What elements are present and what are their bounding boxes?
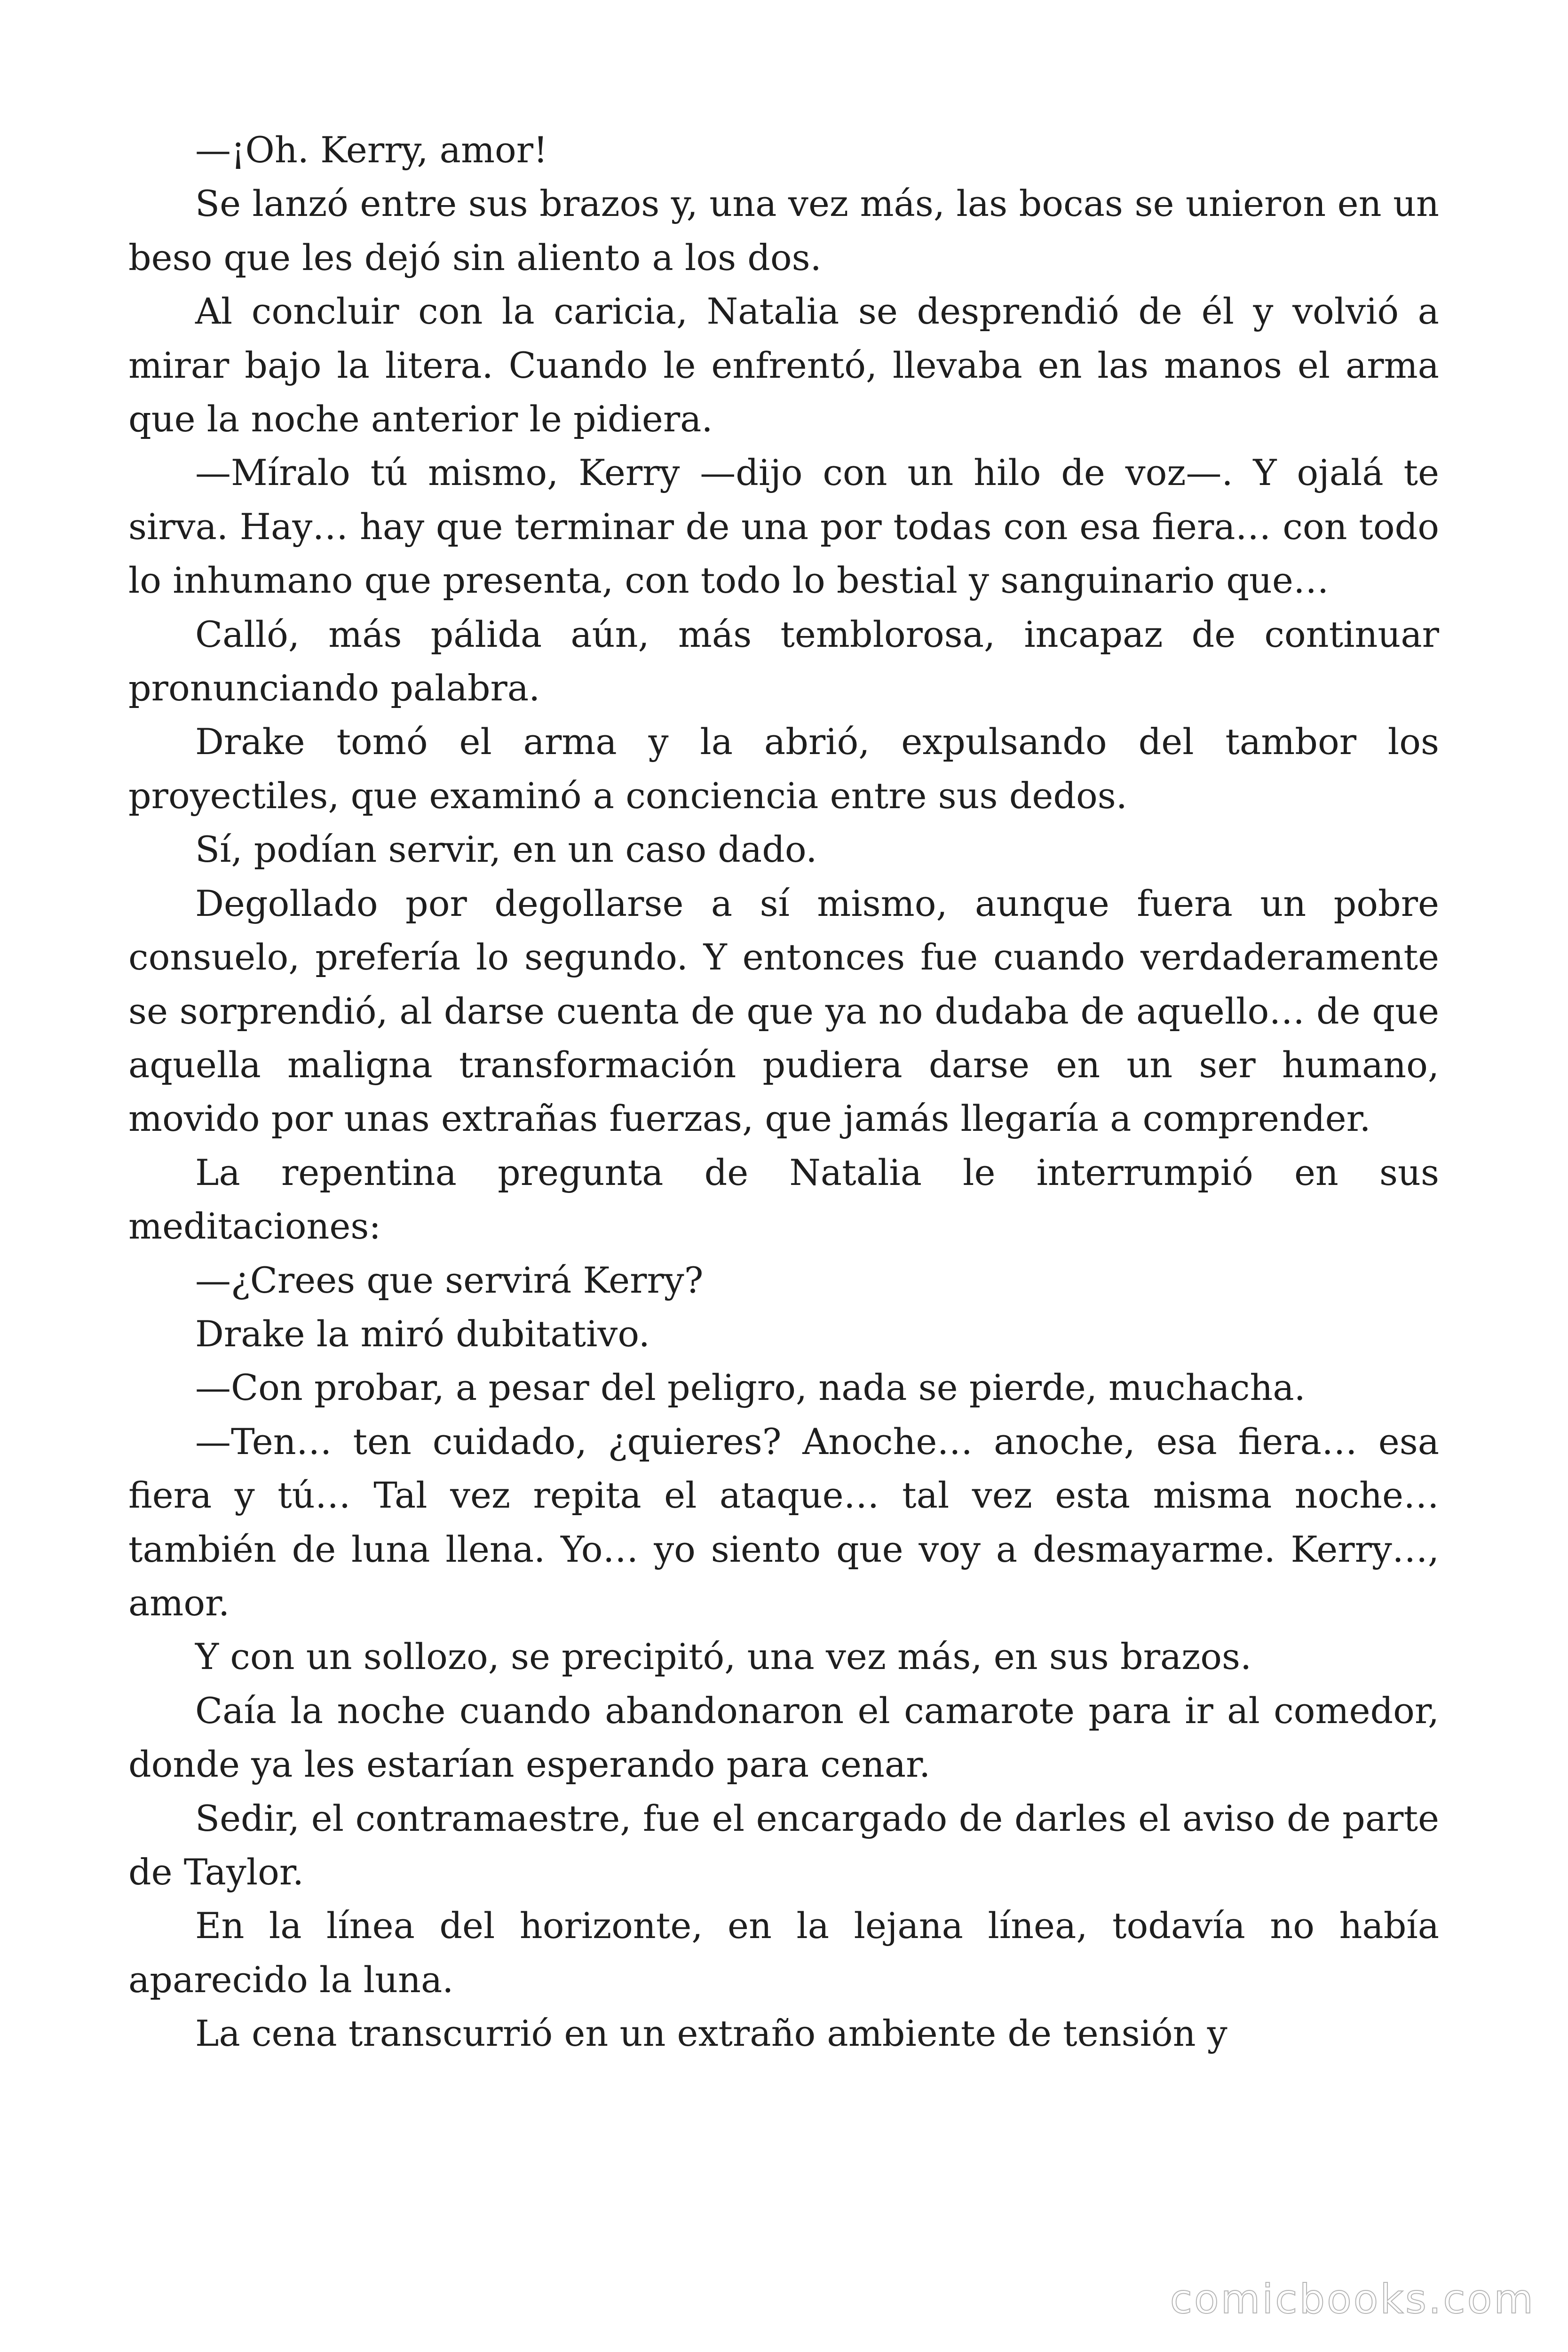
paragraph: La repentina pregunta de Natalia le interrumpió en sus meditaciones: — [128, 1151, 1439, 1248]
paragraph: Sí, podían servir, en un caso dado. — [195, 828, 817, 871]
paragraph: Se lanzó entre sus brazos y, una vez más, las bocas se unieron en un beso que les dejó sin aliento a los dos. — [128, 183, 1439, 278]
paragraph: En la línea del horizonte, en la lejana línea, todavía no había aparecido la luna. — [128, 1905, 1439, 2001]
paragraph: —Míralo tú mismo, Kerry —dijo con un hilo de voz—. Y ojalá te sirva. Hay… hay que terminar de una por todas con esa fiera… con todo lo inhumano que presenta, con todo lo bestial y sanguinario que… — [128, 452, 1439, 602]
watermark: comicbooks.com — [1170, 2276, 1535, 2323]
paragraph: —Con probar, a pesar del peligro, nada se pierde, muchacha. — [195, 1367, 1306, 1409]
paragraph: Y con un sollozo, se precipitó, una vez más, en sus brazos. — [195, 1636, 1252, 1678]
paragraph: Calló, más pálida aún, más temblorosa, incapaz de continuar pronunciando palabra. — [128, 613, 1439, 709]
paragraph: —Ten… ten cuidado, ¿quieres? Anoche… anoche, esa fiera… esa fiera y tú… Tal vez repita el ataque… tal vez esta misma noche… también de luna llena. Yo… yo siento que voy a desmayarme. Kerry…, amor. — [128, 1420, 1439, 1624]
paragraph: Drake tomó el arma y la abrió, expulsando del tambor los proyectiles, que examinó a conciencia entre sus dedos. — [128, 721, 1439, 817]
paragraph: Degollado por degollarse a sí mismo, aunque fuera un pobre consuelo, prefería lo segundo. Y entonces fue cuando verdaderamente se sorprendió, al darse cuenta de que ya no dudaba de aquello… de que aquella maligna transformación pudiera darse en un ser humano, movido por unas extrañas fuerzas, que jamás llegaría a comprender. — [128, 882, 1439, 1140]
body-text — [128, 123, 1439, 2061]
paragraph: Al concluir con la caricia, Natalia se desprendió de él y volvió a mirar bajo la litera. Cuando le enfrentó, llevaba en las manos el arma que la noche anterior le pidiera. — [128, 290, 1439, 440]
paragraph: La cena transcurrió en un extraño ambiente de tensión y — [195, 2012, 1227, 2055]
paragraph: —¡Oh. Kerry, amor! — [195, 129, 548, 171]
paragraph: —¿Crees que servirá Kerry? — [195, 1259, 704, 1301]
paragraph: Caía la noche cuando abandonaron el camarote para ir al comedor, donde ya les estarían esperando para cenar. — [128, 1689, 1439, 1786]
paragraph: Drake la miró dubitativo. — [195, 1312, 650, 1355]
paragraph: Sedir, el contramaestre, fue el encargado de darles el aviso de parte de Taylor. — [128, 1797, 1439, 1893]
